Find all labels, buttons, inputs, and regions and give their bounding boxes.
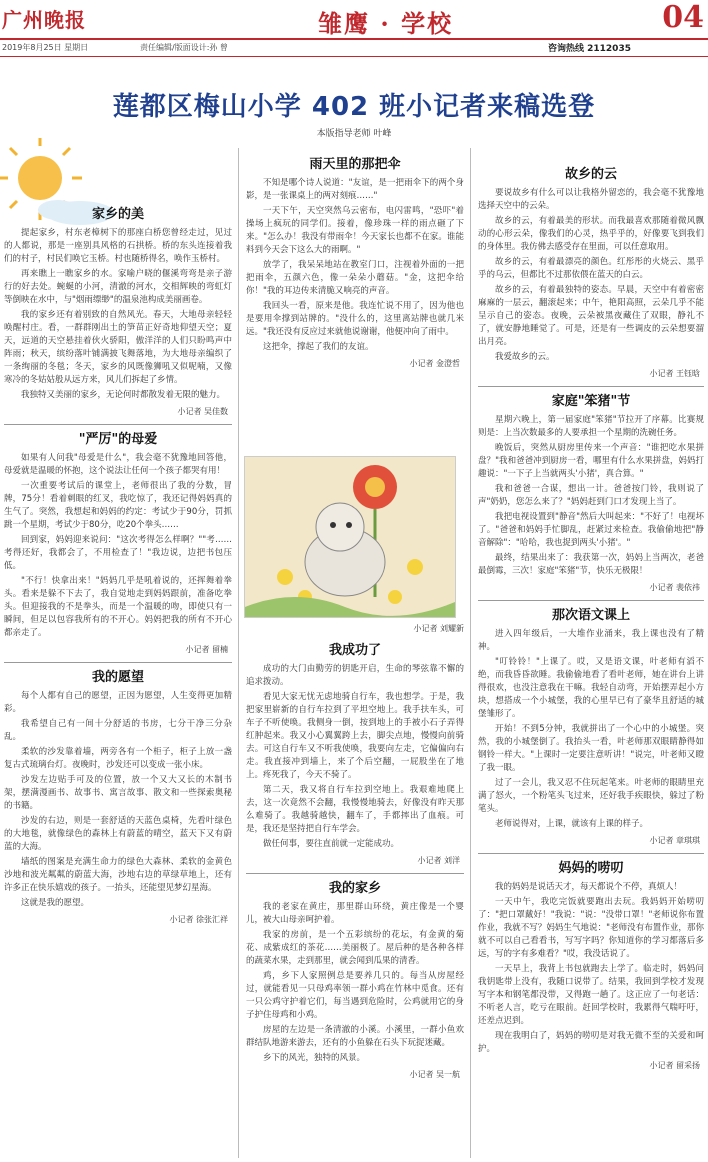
byline: 小记者 王钰晗 — [649, 369, 700, 378]
article-umbrella — [246, 158, 464, 370]
right-column — [478, 160, 704, 1078]
byline: 小记者 章琪琪 — [649, 836, 700, 845]
hotline: 咨询热线 2112035 — [548, 44, 631, 54]
paragraph: 墙纸的图案是充满生命力的绿色大森林、柔软的金黄色沙地和波光粼粼的蔚蓝大海，沙地右边的草绿草地上，还有许多正在快乐嬉戏的孩子。一抬头，还能望见梦幻星海。 — [4, 857, 232, 893]
byline: 小记者 留楠 — [185, 645, 228, 654]
page-subtitle: 本版指导老师 叶峰 — [316, 129, 392, 139]
editor-line: 责任编辑/版面设计:孙 曾 — [140, 43, 228, 52]
paragraph: 过了一会儿，我又忍不住玩起笔来。叶老师的眼睛里充满了怒火，一个粉笔头飞过来，还好我手疾眼快，躲过了粉笔头。 — [478, 778, 704, 814]
article-my-hometown — [246, 882, 464, 1081]
paragraph: 这就是我的愿望。 — [21, 898, 90, 908]
paragraph: 我家的房前，是一个五彩缤纷的花坛，有金黄的菊花、成紫成红的茶花……美丽极了。屋后种的是各种各样的蔬菜水果，走到那里，就会闻到瓜果的清香。 — [246, 930, 464, 966]
paragraph: "不行！快拿出来！"妈妈几乎是吼着说的，还挥舞着拳头。看来是躲不下去了，我自觉地走到妈妈跟前，准备吃拳头。但迎接我的不是拳头，而是一个温暖的吻，即使只有一瞬间，但足以包容我所有的不开心。妈妈把我的所有不开心都亲走了。 — [4, 576, 232, 638]
paragraph: 一天下午，天空突然乌云密布，电闪雷鸣，"恐吓"着操场上疯玩的同学们。接着，像珍珠一样的雨点砸了下来。"怎么办！我没有带雨伞！今天家长也都不在家。谁能料到今天会下这么大的雨啊。" — [246, 206, 464, 255]
middle-column-lower — [246, 636, 464, 1087]
paragraph: 我回头一看，原来是他。我连忙说不用了，因为他也是要用伞撑到站牌的。"没什么的，这里离站牌也就几米远。"我还没有反应过来就他说谢谢，他便冲向了雨中。 — [246, 301, 464, 337]
paragraph: 要说故乡有什么可以让我格外留恋的，我会毫不犹豫地选择天空中的云朵。 — [478, 188, 704, 211]
paragraph: 一天早上，我背上书包就跑去上学了。临走时，妈妈问我钥匙带上没有，我随口说带了。结果，我回到学校才发现写字本和钢笔都没带，又得跑一趟了。这正应了一句老话：不听老人言，吃亏在眼前。赶回学校时，我累得气喘吁吁，还差点迟到。 — [478, 964, 704, 1026]
paragraph: 乡下的风光，独特的风景。 — [263, 1053, 366, 1063]
paragraph: 最终，结果出来了：我获第一次，妈妈上当两次，老爸最倒霉，三次！家庭"笨猪"节，快乐无极限！ — [478, 553, 704, 576]
article-my-wish — [4, 671, 232, 926]
byline: 小记者 吴一航 — [409, 1070, 460, 1079]
article-title: 我的家乡 — [328, 881, 381, 896]
article-title: 那次语文课上 — [551, 608, 630, 623]
byline: 小记者 吴佳数 — [177, 407, 228, 416]
article-chinese-class — [478, 609, 704, 847]
paragraph: 故乡的云，有着最美的形状。而我最喜欢那随着微风飘动的心形云朵，像我们的心灵，热乎乎的，好像要飞到我们的身体里。我仿佛去感受存在里面，可以任意取用。 — [478, 216, 704, 252]
paragraph: 成功的大门由勤劳的钥匙开启，生命的琴弦靠不懈的追求拨动。 — [246, 664, 464, 687]
paragraph: 我的老家在黄庄，那里群山环绕，黄庄像是一个婴儿，被大山母亲呵护着。 — [246, 902, 464, 925]
paragraph: 我的妈妈是说话天才，每天都说个不停，真烦人！ — [495, 882, 683, 892]
paragraph: 星期六晚上，第一届家庭"笨猪"节拉开了序幕。比赛规则是：上当次数最多的人要承担一个星期的洗碗任务。 — [478, 415, 704, 438]
article-title: 妈妈的唠叨 — [558, 861, 624, 876]
divider — [478, 386, 704, 387]
paragraph: 再来瞧上一瞧家乡的水。家喻户晓的偃溪弯弯是亲子游行的好去处。蜿蜒的小河，清澈的河水，交相辉映的弯虹灯等倒映在水中，与"烟雨缥缈"的温泉池构成美丽画卷。 — [4, 269, 232, 305]
article-title: 故乡的云 — [564, 167, 617, 182]
article-home-beauty — [4, 208, 232, 418]
divider — [478, 600, 704, 601]
paragraph: 这把伞，撑起了我们的友谊。 — [263, 342, 374, 352]
article-title: 家庭"笨猪"节 — [551, 394, 631, 409]
byline: 小记者 裴依祎 — [649, 583, 700, 592]
paragraph: "叮铃铃！"上课了。哎，又是语文课，叶老师有滔不绝，而我昏昏欲睡。我偷偷地看了看叶老师，她在讲台上讲得很欢，也没注意我在干嘛。我轻自动弯，开始摆弄起小方块，想搭成一个小城堡，我的心里早已有了豪华且舒适的城堡雏形了。 — [478, 657, 704, 719]
paragraph: 看见大家无忧无虑地骑自行车，我也想学。于是，我把家里崭新的自行车拉到了平坦空地上。我手扶车头，可车子不听使唤。我侧身一倒，按到地上的手被小石子弄得红肿起来。我又小心翼翼跨上去，脚尖点地，慢慢向前骑去。可这自行车又不听我使唤，我要向左走，它偏偏向右走。我直接冲到墙上，来了个后空翻，一屁股坐在了地上。疼死我了，今天不骑了。 — [246, 692, 464, 780]
paragraph: 老师说得对，上课，就该有上课的样子。 — [495, 819, 649, 829]
byline: 小记者 刘洋 — [417, 856, 460, 865]
drawing-illustration — [244, 456, 456, 618]
column-divider — [470, 148, 471, 1158]
date-line: 2019年8月25日 星期日 — [2, 43, 89, 52]
divider — [4, 424, 232, 425]
article-title: 家乡的美 — [91, 207, 144, 222]
sub-rule — [0, 56, 708, 57]
paragraph: 如果有人问我"母爱是什么"，我会毫不犹豫地回答他，母爱就是温暖的怀抱，这个说法让任何一个孩子都哭有用！ — [4, 453, 232, 476]
section-title: 雏鹰 · 学校 — [318, 9, 454, 38]
paragraph: 房屋的左边是一条清澈的小溪。小溪里，一群小鱼欢群结队地游来游去，还有的小鱼躲在石头下玩捉迷藏。 — [246, 1025, 464, 1048]
page-number: 04 — [662, 0, 704, 35]
illustration-byline: 小记者 刘耀新 — [413, 624, 464, 633]
byline: 小记者 金澄哲 — [409, 359, 460, 368]
paragraph: 柔软的沙发靠着墙，两旁各有一个柜子，柜子上放一盏复古式琉璃台灯。夜晚时，沙发还可以变成一张小床。 — [4, 747, 232, 770]
newspaper-logo: 广州晚报 — [2, 8, 86, 32]
article-success — [246, 644, 464, 867]
middle-column — [246, 150, 464, 376]
article-pig-festival — [478, 395, 704, 594]
article-hometown-clouds — [478, 168, 704, 380]
page-title: 莲都区梅山小学 402 班小记者来稿选登 — [112, 92, 596, 122]
paragraph: 故乡的云，有着最漂亮的颜色。红彤彤的火烧云、黑乎乎的乌云，但都比不过那依偎在蓝天的白云。 — [478, 257, 704, 280]
paragraph: 做任何事，要往直前就一定能成功。 — [263, 839, 400, 849]
paragraph: 沙发的右边，则是一套舒适的天蓝色桌椅，先看叶绿色的大地毯，就像绿色的森林上有蔚蓝的晴空，蓝天下又有蔚蓝的大海。 — [4, 816, 232, 852]
article-title: 雨天里的那把伞 — [309, 157, 401, 172]
divider — [478, 853, 704, 854]
article-mom-nagging — [478, 862, 704, 1072]
paragraph: 一天中午，我吃完饭就要跑出去玩。我妈妈开始唠叨了："把口罩戴好！"我说："说："没带口罩！"老师说你布置作业，我就不写？妈妈生气地说："老师没有布置作业，那你就不可以自己看看书，写写字吗？你知道你的学习都落后多远，写的字有多难看？"哎，我没话说了。 — [478, 897, 704, 959]
paragraph: 我把电视设置到"静音"然后大叫起来："不好了！电视坏了。"爸爸和妈妈手忙脚乱，赶紧过来检查。我偷偷地把"静音解除"："哈哈，我也捉到两头'小猪'。" — [478, 512, 704, 548]
paragraph: 我的家乡还有着别致的自然风光。春天，大地母亲轻轻唤醒村庄。看，一群群刚出土的笋苗正好奇地仰望天空；夏天，远道的天空悬挂着伙火骄阳，傲洋洋的人们只盼鸣声中阵雨；秋天，缤纷落叶铺满披飞舞落地，为大地母亲编织了一条绚丽的冬毯；冬天，家乡的风既像狮吼又似呢喃，又像寒冷的冬姑姑般从远方来，风儿们拆起了乡情。 — [4, 310, 232, 385]
divider — [4, 662, 232, 663]
top-rule — [0, 38, 708, 40]
paragraph: 我希望自己有一间十分舒适的书房，七分干净三分杂乱。 — [4, 719, 232, 742]
column-divider — [238, 148, 239, 1158]
paragraph: 沙发左边贴手可及的位置，放一个又大又长的木制书架，摆满漫画书、故事书、寓言故事、散文和一些探索奥秘的书籍。 — [4, 775, 232, 811]
paragraph: 一次重要考试后的课堂上，老师很出了我的分数，冒牌，75分！看着刺眼的红叉，我吃惊了，我还记得妈妈真的生气了。突然，我想起和妈妈的约定：考试少于90分，罚抓跳一个星期，考试少于80分，吃20个拳头…… — [4, 481, 232, 530]
paragraph: 不知是哪个诗人说道："友谊，是一把雨伞下的两个身影，是一张课桌上的两对刻痕……" — [246, 178, 464, 201]
article-title: "严厉"的母爱 — [78, 432, 158, 447]
byline: 小记者 徐张汇祥 — [169, 915, 228, 924]
left-column — [4, 200, 232, 932]
paragraph: 现在我明白了，妈妈的唠叨是对我无微不至的关爱和呵护。 — [478, 1031, 704, 1054]
paragraph: 我和爸爸一合谋，想出一计。爸爸按门铃，我则说了声"奶奶，您怎么来了？"妈妈赶到门口才发现上当了。 — [478, 484, 704, 507]
paragraph: 第二天，我又将自行车拉到空地上。我艰难地爬上去，这一次竟然不会翻，我慢慢地骑去，好像没有昨天那么难骑了。我越骑越快，翻车了，手都摔出了血痕。可是，我还是坚持把自行车学会。 — [246, 785, 464, 834]
paragraph: 鸡，乡下人家照例总是要养几只的。每当从房屋经过，就能看见一只母鸡率领一群小鸡在竹林中觅食。还有一只公鸡守护着它们，每当遇到危险时，公鸡就用它的身子护住母鸡和小鸡。 — [246, 971, 464, 1020]
paragraph: 开始！不到5分钟，我就拼出了一个心中的小城堡。突然，我的小城堡倒了。我抬头一看，叶老师那双眼睛静得如钢铃一样大。"上课时一定要注意听讲！"说完，叶老师又瞪了我一眼。 — [478, 724, 704, 773]
divider — [246, 873, 464, 874]
paragraph: 进入四年级后，一大堆作业涌来，我上课也没有了精神。 — [478, 629, 704, 652]
paragraph: 我爱故乡的云。 — [495, 352, 555, 362]
paragraph: 晚饭后，突然从厨房里传来一个声音："谁把吃水果拼盘？"我和爸爸冲到厨房一看，哪里有什么水果拼盘，妈妈打趣说："一下子上当就两头'小猪'，真合算。" — [478, 443, 704, 479]
article-strict-love — [4, 433, 232, 656]
paragraph: 提起家乡，村东老樟树下的那座白桥您曾经走过，见过的人都说，那是一座别具风格的石拱桥。桥的东头连接着我们的村子，村民们唤它玉桥。村也随桥得名，唤作玉桥村。 — [4, 228, 232, 264]
paragraph: 故乡的云，有着最独特的姿态。早晨，天空中有着密密麻麻的一层云，翻滚起来；中午，艳阳高照，云朵几乎不能呈示自己的姿态。夜晚，云朵被黑夜藏住了双眼，静礼不了，就安静地睡觉了。可是，还是有一些调皮的云朵想要溜出月亮。 — [478, 285, 704, 347]
paragraph: 回到家，妈妈迎来说问："这次考得怎么样啊？""考……考得还好，我都会了，不用检查了！"我边说，边把书包压低。 — [4, 535, 232, 571]
paragraph: 每个人都有自己的愿望，正因为愿望，人生变得更加精彩。 — [4, 691, 232, 714]
article-title: 我的愿望 — [91, 670, 144, 685]
byline: 小记者 留采扬 — [649, 1061, 700, 1070]
article-title: 我成功了 — [328, 643, 381, 658]
paragraph: 我独特又美丽的家乡，无论何时都散发着无限的魅力。 — [21, 390, 226, 400]
paragraph: 放学了，我呆呆地站在教室门口，注视着外面的一把把雨伞，五颜六色，像一朵朵小蘑菇。"金，这把伞给你！"我的耳边传来清脆又响亮的声音。 — [246, 260, 464, 296]
